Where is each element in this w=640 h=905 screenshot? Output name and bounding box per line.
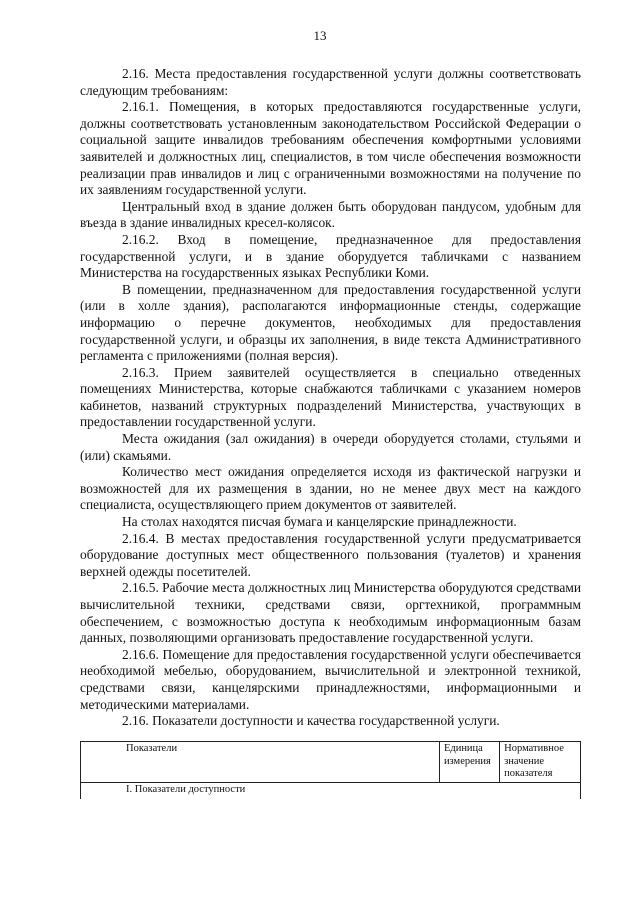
header-unit: Единица измерения xyxy=(439,742,499,783)
paragraph-2-16-3: 2.16.3. Прием заявителей осуществляется в специально отведенных помещениях Министерства, которые снабжаются табличками с указанием номеров кабинетов, названий структурных подразделений Министерства, участвующих в предоставлении государственной услуги. xyxy=(80,364,581,430)
paragraph-waiting-places: Места ожидания (зал ожидания) в очереди оборудуется столами, стульями и (или) скамьями. xyxy=(80,431,581,463)
document-body xyxy=(80,66,581,730)
section-accessibility-indicators: I. Показатели доступности xyxy=(81,782,581,799)
paragraph-indicators-heading: 2.16. Показатели доступности и качества государственной услуги. xyxy=(122,713,500,729)
paragraph-2-16-5: 2.16.5. Рабочие места должностных лиц Министерства оборудуются средствами вычислительной техники, средствами связи, оргтехникой, программным обеспечением, с возможностью доступа к необходимым информационным базам данных, позволяющими организовать предоставление государственной услуги. xyxy=(80,580,581,646)
paragraph-2-16-2: 2.16.2. Вход в помещение, предназначенное для предоставления государственной услуги, и в здание оборудуется табличками с названием Министерства на государственных языках Республики Коми. xyxy=(80,231,581,281)
paragraph-stationery: На столах находятся писчая бумага и канцелярские принадлежности. xyxy=(122,514,517,530)
indicators-table-wrap xyxy=(80,741,581,799)
paragraph-central-entrance: Центральный вход в здание должен быть оборудован пандусом, удобным для въезда в здание инвалидных кресел-колясок. xyxy=(80,198,581,231)
header-normative-value: Нормативное значение показателя xyxy=(500,742,581,783)
paragraph-2-16-1: 2.16.1. Помещения, в которых предоставляются государственные услуги, должны соответствовать установленным законодательством Российской Федерации о социальной защите инвалидов требованиям обеспечения комфортными условиями заявителей и должностных лиц, специалистов, в том числе обеспечения возможности реализации прав инвалидов и лиц с ограниченными возможностями на получение по их заявлениям государственной услуги. xyxy=(80,99,581,198)
table-section-row xyxy=(81,782,581,799)
indicators-table xyxy=(80,741,581,799)
paragraph-waiting-count: Количество мест ожидания определяется исходя из фактической нагрузки и возможностей для их размещения в здании, но не менее двух мест на каждого специалиста, осуществляющего прием документов от заявителей. xyxy=(80,464,581,513)
paragraph-2-16: 2.16. Места предоставления государственной услуги должны соответствовать следующим требованиям: xyxy=(80,66,581,98)
header-indicators: Показатели xyxy=(81,742,440,783)
paragraph-2-16-6: 2.16.6. Помещение для предоставления государственной услуги обеспечивается необходимой мебелью, оборудованием, вычислительной и электронной техникой, средствами связи, канцелярскими принадлежностями, информационными и методическими материалами. xyxy=(80,646,581,712)
page-number: 13 xyxy=(313,28,327,43)
paragraph-info-stands: В помещении, предназначенном для предоставления государственной услуги (или в холле здания), располагаются информационные стенды, содержащие информацию о перечне документов, необходимых для предоставления государственной услуги, и образцы их заполнения, в виде текста Административного регламента с приложениями (полная версия). xyxy=(80,281,581,364)
paragraph-2-16-4: 2.16.4. В местах предоставления государственной услуги предусматривается оборудование доступных мест общественного пользования (туалетов) и хранения верхней одежды посетителей. xyxy=(80,530,581,579)
table-header-row xyxy=(81,742,581,783)
